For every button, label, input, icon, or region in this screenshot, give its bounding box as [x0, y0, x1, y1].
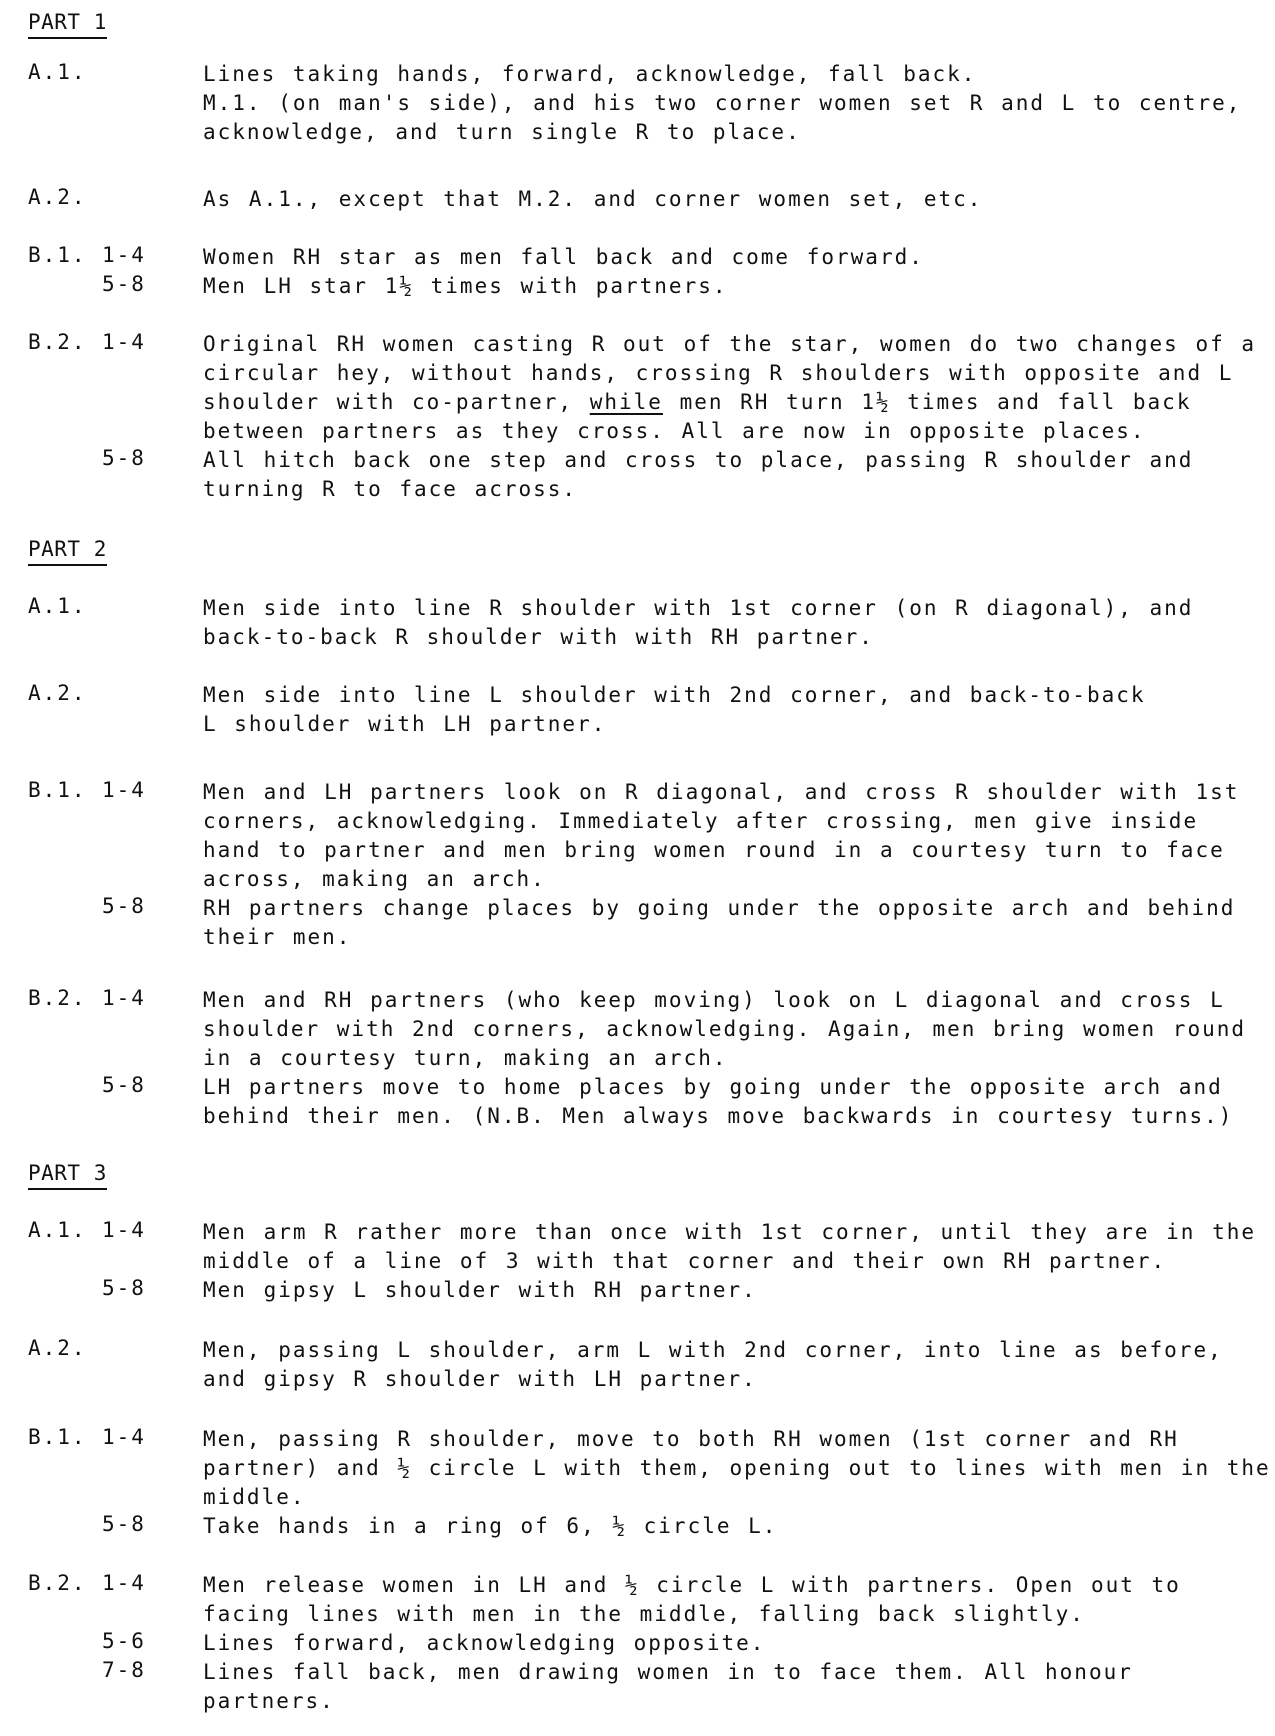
bar-count: 5-8: [102, 1512, 146, 1536]
figure-label: A.1.: [28, 60, 87, 84]
text-line: middle of a line of 3 with that corner and their own RH partner.: [203, 1249, 1167, 1273]
figure-description: [203, 681, 1253, 739]
text-line: facing lines with men in the middle, falling back slightly.: [203, 1602, 1085, 1626]
bar-count: 1-4: [102, 1425, 146, 1449]
text-line: All hitch back one step and cross to place, passing R shoulder and: [203, 448, 1194, 472]
part-heading: PART 3: [28, 1161, 107, 1190]
bar-count: 5-8: [102, 272, 146, 296]
figure-label: B.2.: [28, 986, 87, 1010]
text-line: Men LH star 1½ times with partners.: [203, 274, 728, 298]
text-line: Men side into line L shoulder with 2nd corner, and back-to-back: [203, 683, 1146, 707]
text-line: Lines taking hands, forward, acknowledge, fall back.: [203, 62, 977, 86]
figure-description: [203, 894, 1253, 952]
text-line: Men and RH partners (who keep moving) look on L diagonal and cross L: [203, 988, 1225, 1012]
text-line: back-to-back R shoulder with with RH partner.: [203, 625, 874, 649]
text-line: middle.: [203, 1485, 306, 1509]
bar-count: 1-4: [102, 330, 146, 354]
bar-count: 1-4: [102, 1571, 146, 1595]
bar-count: 7-8: [102, 1658, 146, 1682]
bar-count: 1-4: [102, 1218, 146, 1242]
figure-label: B.2.: [28, 1571, 87, 1595]
text-line: Lines forward, acknowledging opposite.: [203, 1631, 766, 1655]
figure-description: [203, 60, 1253, 147]
figure-description: [203, 594, 1253, 652]
bar-count: 5-6: [102, 1629, 146, 1653]
figure-description: [203, 1218, 1257, 1276]
figure-label: A.1.: [28, 594, 87, 618]
bar-count: 1-4: [102, 243, 146, 267]
figure-label: A.2.: [28, 681, 87, 705]
figure-description: [203, 330, 1257, 446]
text-line: corners, acknowledging. Immediately after crossing, men give inside: [203, 809, 1199, 833]
text-line: Men, passing L shoulder, arm L with 2nd corner, into line as before,: [203, 1338, 1223, 1362]
text-line: and gipsy R shoulder with LH partner.: [203, 1367, 757, 1391]
text-line: acknowledge, and turn single R to place.: [203, 120, 801, 144]
bar-count: 5-8: [102, 1073, 146, 1097]
bar-count: 1-4: [102, 778, 146, 802]
text-line: LH partners move to home places by going under the opposite arch and: [203, 1075, 1223, 1099]
text-line: across, making an arch.: [203, 867, 546, 891]
figure-label: A.2.: [28, 185, 87, 209]
figure-label: B.2.: [28, 330, 87, 354]
text-line: between partners as they cross. All are now in opposite places.: [203, 419, 1146, 443]
text-line: partners.: [203, 1689, 335, 1713]
text-line: turning R to face across.: [203, 477, 578, 501]
emphasis-while: while: [589, 390, 663, 414]
figure-label: B.1.: [28, 243, 87, 267]
text-line: As A.1., except that M.2. and corner women set, etc.: [203, 187, 983, 211]
figure-label: A.2.: [28, 1336, 87, 1360]
text-line: M.1. (on man's side), and his two corner women set R and L to centre,: [203, 91, 1242, 115]
figure-description: [203, 1276, 1253, 1305]
figure-description: [203, 446, 1253, 504]
text-line: partner) and ½ circle L with them, opening out to lines with men in the: [203, 1456, 1271, 1480]
figure-description: [203, 1512, 1253, 1541]
figure-description: [203, 1658, 1253, 1716]
text-line: L shoulder with LH partner.: [203, 712, 607, 736]
text-line: Men gipsy L shoulder with RH partner.: [203, 1278, 757, 1302]
text-line-with-emphasis: shoulder with co-partner, while men RH turn 1½ times and fall back: [203, 390, 1192, 414]
text-line: Men and LH partners look on R diagonal, and cross R shoulder with 1st: [203, 780, 1240, 804]
text-line: hand to partner and men bring women round in a courtesy turn to face: [203, 838, 1225, 862]
text-line: Women RH star as men fall back and come forward.: [203, 245, 924, 269]
figure-description: [203, 272, 1253, 301]
figure-description: [203, 778, 1253, 894]
bar-count: 5-8: [102, 1276, 146, 1300]
figure-label: A.1.: [28, 1218, 87, 1242]
figure-description: [203, 243, 1253, 272]
bar-count: 1-4: [102, 986, 146, 1010]
part-heading: PART 2: [28, 537, 107, 566]
text-line: circular hey, without hands, crossing R shoulders with opposite and L: [203, 361, 1234, 385]
text-line: Men, passing R shoulder, move to both RH women (1st corner and RH: [203, 1427, 1179, 1451]
figure-label: B.1.: [28, 778, 87, 802]
text-line: RH partners change places by going under the opposite arch and behind: [203, 896, 1236, 920]
figure-description: [203, 1425, 1271, 1512]
text-line: Original RH women casting R out of the star, women do two changes of a: [203, 332, 1257, 356]
text-line: Men side into line R shoulder with 1st corner (on R diagonal), and: [203, 596, 1194, 620]
figure-description: [203, 1336, 1253, 1394]
figure-description: [203, 986, 1253, 1073]
figure-description: [203, 1571, 1253, 1629]
part-heading: PART 1: [28, 10, 107, 39]
figure-description: [203, 1073, 1253, 1131]
text-line: Lines fall back, men drawing women in to face them. All honour: [203, 1660, 1133, 1684]
figure-description: [203, 1629, 1253, 1658]
text-line: their men.: [203, 925, 352, 949]
text-line: in a courtesy turn, making an arch.: [203, 1046, 728, 1070]
text-line: behind their men. (N.B. Men always move backwards in courtesy turns.): [203, 1104, 1234, 1128]
figure-label: B.1.: [28, 1425, 87, 1449]
text-line: Men arm R rather more than once with 1st corner, until they are in the: [203, 1220, 1257, 1244]
text-line: shoulder with 2nd corners, acknowledging. Again, men bring women round: [203, 1017, 1247, 1041]
text-line: Take hands in a ring of 6, ½ circle L.: [203, 1514, 778, 1538]
bar-count: 5-8: [102, 894, 146, 918]
figure-description: [203, 185, 1253, 214]
text-line: Men release women in LH and ½ circle L with partners. Open out to: [203, 1573, 1181, 1597]
bar-count: 5-8: [102, 446, 146, 470]
